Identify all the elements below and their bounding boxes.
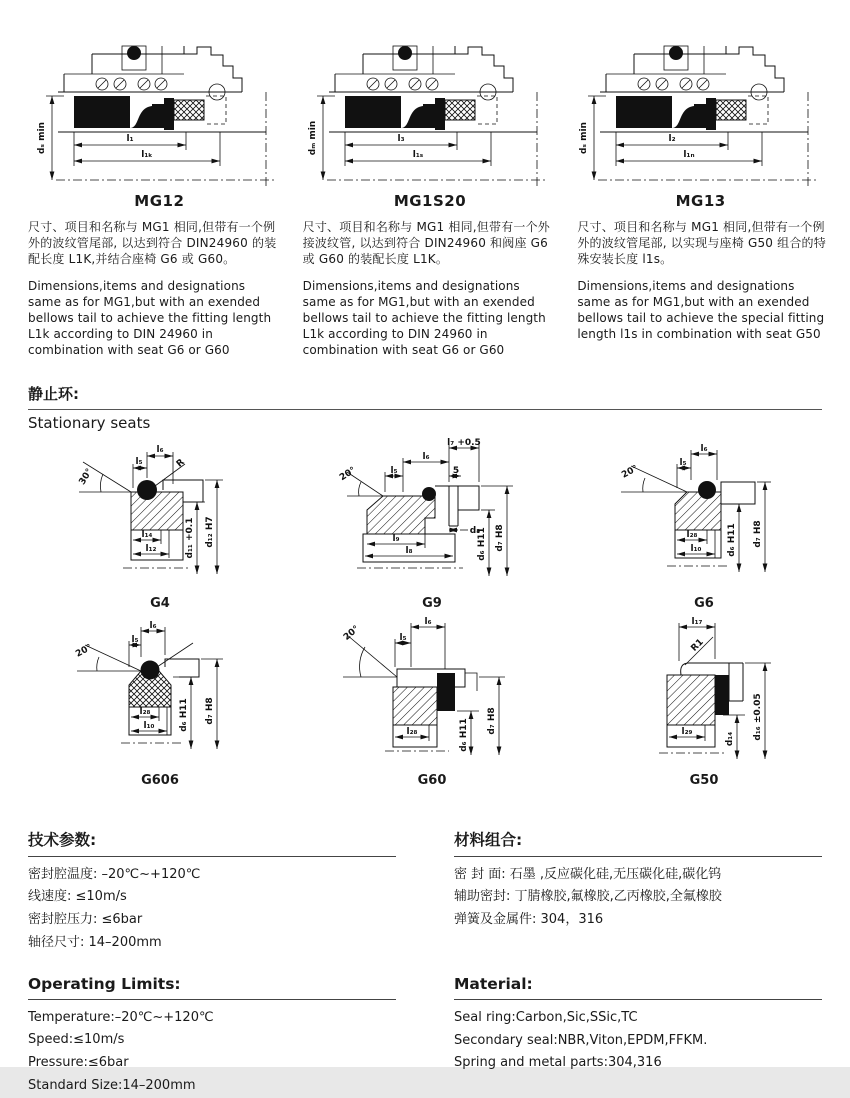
dim-label: l₅ <box>135 456 143 467</box>
dim-label: d₁₆ ±0.05 <box>753 693 763 741</box>
angle-label: 20° <box>338 465 358 483</box>
g9-drawing <box>337 436 527 596</box>
figure-label: MG13 <box>675 192 726 210</box>
seat-body-hatched <box>131 492 183 530</box>
tech-param-row: 轴径尺寸: 14–200mm <box>28 934 162 950</box>
o-ring-icon <box>141 660 160 679</box>
tech-param-row: 密封腔温度: –20℃~+120℃ <box>28 866 201 882</box>
tech-param-row: 密封腔压力: ≤6bar <box>28 912 143 928</box>
dim-label: l₁₂ <box>145 543 157 554</box>
dim-label: d₈ <box>469 525 481 536</box>
dim-label: l₇ +0.5 <box>447 437 481 448</box>
tech-params-block <box>28 828 396 955</box>
figure-mg13 <box>565 40 836 210</box>
seat-ring-hatched <box>716 100 746 120</box>
seat-g6 <box>568 436 840 611</box>
desc-en: Dimensions,items and designations same as for MG1,but with an exended bellows tail to achieve the special fitting length l1s in combination with seat G50 <box>577 279 825 341</box>
set-screw-icon <box>669 46 683 60</box>
material-row: Spring and metal parts:304,316 <box>454 1055 662 1071</box>
section-title-en: Stationary seats <box>28 413 151 432</box>
dim-label: l₂ <box>668 134 676 144</box>
section-title-zh: 静止环: <box>28 384 79 403</box>
dim-label: l₆ <box>424 616 432 627</box>
spec-section <box>0 788 850 1098</box>
dim-label: dₛ min <box>37 122 48 154</box>
dim-label: l₁₀ <box>143 720 155 731</box>
dim-label: l₁ₛ <box>412 150 424 160</box>
desc-zh: 尺寸、项目和名称与 MG1 相同,但带有一个外接波纹管, 以达到符合 DIN24960 和阀座 G6 或 G60 的装配长度 L1K。 <box>302 220 550 266</box>
figure-label: MG12 <box>134 192 185 210</box>
dim-label: l₁₄ <box>141 529 153 540</box>
descriptions-row <box>0 210 850 359</box>
material-zh-rows <box>454 864 822 932</box>
mg1s20-drawing <box>305 40 555 190</box>
bellows-seal-body <box>345 78 497 130</box>
material-zh-block <box>454 828 822 932</box>
dim-label: l₅ <box>399 632 407 643</box>
mg12-drawing <box>34 40 284 190</box>
dim-label: l₅ <box>131 634 139 645</box>
operating-limits-rows <box>28 1007 396 1098</box>
divider <box>28 999 396 1000</box>
dim-label: l₂₈ <box>139 706 151 717</box>
material-row: Secondary seal:NBR,Viton,EPDM,FFKM. <box>454 1032 708 1048</box>
spring-icons <box>638 78 709 90</box>
dim-label: l₆ <box>700 443 708 454</box>
limit-row: Pressure:≤6bar <box>28 1055 129 1071</box>
angle-label: 20° <box>341 623 362 643</box>
dim-label: R <box>174 457 187 470</box>
dim-label: d₆ H11 <box>459 717 469 752</box>
spring-icons <box>96 78 167 90</box>
dim-label: d₆ H11 <box>477 526 487 561</box>
seat-body-hatched <box>367 496 435 534</box>
o-ring-block <box>437 673 455 711</box>
material-row: Seal ring:Carbon,Sic,SSic,TC <box>454 1009 638 1025</box>
figure-mg1s20 <box>295 40 566 210</box>
seat-body-hatched <box>675 492 721 530</box>
stationary-seats-header <box>28 383 822 432</box>
seal-figures-row <box>0 0 850 210</box>
o-ring-icon <box>698 481 716 499</box>
seat-label: G4 <box>150 595 170 611</box>
dim-label: R1 <box>689 637 706 654</box>
seats-grid <box>0 432 850 788</box>
seat-g9 <box>296 436 568 611</box>
seat-label: G60 <box>417 772 447 788</box>
dim-label: 5 <box>452 465 460 476</box>
figure-label: MG1S20 <box>393 192 467 210</box>
limit-row: Standard Size:14–200mm <box>28 1077 196 1093</box>
figure-mg12 <box>24 40 295 210</box>
seat-body-hatched <box>667 675 715 725</box>
dim-label: d₇ H8 <box>495 523 505 552</box>
dim-label: d₆ H11 <box>179 697 189 732</box>
divider <box>28 409 822 410</box>
set-screw-icon <box>127 46 141 60</box>
dim-label: l₁₇ <box>691 616 703 627</box>
dim-label: l₃ <box>397 134 405 144</box>
seat-ring-hatched <box>445 100 475 120</box>
operating-limits-block <box>28 975 396 1098</box>
dim-label: d₁₄ <box>725 731 735 746</box>
tech-params-title: 技术参数: <box>28 830 97 849</box>
divider <box>454 856 822 857</box>
dim-label: l₈ <box>405 545 413 556</box>
angle-label: 30° <box>77 466 96 487</box>
material-en-rows <box>454 1007 822 1075</box>
g60-drawing <box>337 613 527 773</box>
dim-label: d₆ H11 <box>727 522 737 557</box>
seat-g60 <box>296 613 568 788</box>
dim-label: d₁₁ +0.1 <box>185 517 195 559</box>
bellows-seal-body <box>616 78 768 130</box>
limit-row: Temperature:–20℃~+120℃ <box>28 1009 214 1025</box>
material-row: 密 封 面: 石墨 ,反应碳化硅,无压碳化硅,碳化钨 <box>454 866 722 882</box>
angle-label: 20° <box>620 463 640 481</box>
dim-label: l₆ <box>149 620 157 631</box>
dim-label: l₁ₙ <box>683 150 695 160</box>
set-screw-icon <box>398 46 412 60</box>
desc-mg12 <box>28 220 279 359</box>
g6-drawing <box>609 436 799 596</box>
seat-label: G50 <box>689 772 719 788</box>
g50-drawing <box>609 613 799 773</box>
tech-params-rows <box>28 864 396 955</box>
seat-g4 <box>24 436 296 611</box>
seat-body-hatched <box>393 687 437 725</box>
spring-icons <box>367 78 438 90</box>
spec-left-column <box>28 828 396 1098</box>
o-ring-icon <box>422 487 436 501</box>
operating-limits-title: Operating Limits: <box>28 974 181 993</box>
material-en-block <box>454 975 822 1075</box>
seat-label: G6 <box>694 595 714 611</box>
dim-label: d₇ H8 <box>753 519 763 548</box>
o-ring-block <box>715 675 729 715</box>
desc-mg13 <box>577 220 828 359</box>
dim-label: l₁ <box>126 134 134 144</box>
dim-label: l₂₉ <box>681 726 693 737</box>
g606-drawing <box>65 613 255 773</box>
dim-label: d₇ H8 <box>205 696 215 725</box>
mg13-drawing <box>576 40 826 190</box>
dim-label: l₆ <box>156 444 164 455</box>
o-ring-icon <box>137 480 157 500</box>
material-zh-title: 材料组合: <box>454 830 523 849</box>
divider <box>28 856 396 857</box>
dim-label: l₅ <box>390 465 398 476</box>
spec-right-column <box>454 828 822 1098</box>
desc-en: Dimensions,items and designations same as for MG1,but with an exended bellows tail to achieve the fitting length L1k according to DIN 24960 in combination with seat G6 or G60 <box>28 279 272 357</box>
dim-label: l₂₈ <box>686 529 698 540</box>
seat-ring-hatched <box>174 100 204 120</box>
dim-label: l₂₈ <box>406 726 418 737</box>
seat-g50 <box>568 613 840 788</box>
material-row: 辅助密封: 丁腈橡胶,氟橡胶,乙丙橡胶,全氟橡胶 <box>454 889 722 905</box>
bellows-seal-body <box>74 78 226 130</box>
dim-label: l₉ <box>392 533 400 544</box>
seat-label: G9 <box>422 595 442 611</box>
material-en-title: Material: <box>454 974 533 993</box>
dim-label: l₆ <box>422 451 430 462</box>
seat-label: G606 <box>141 772 179 788</box>
dim-label: l₁₀ <box>690 543 702 554</box>
desc-zh: 尺寸、项目和名称与 MG1 相同,但带有一个例外的波纹管尾部, 以实现与座椅 G50 组合的特殊安装长度 l1s。 <box>577 220 826 266</box>
desc-zh: 尺寸、项目和名称与 MG1 相同,但带有一个例外的波纹管尾部, 以达到符合 DIN24960 的装配长度 L1K,并结合座椅 G6 或 G60。 <box>28 220 277 266</box>
limit-row: Speed:≤10m/s <box>28 1032 125 1048</box>
divider <box>454 999 822 1000</box>
dim-label: d₇ H8 <box>487 706 497 735</box>
tech-param-row: 线速度: ≤10m/s <box>28 889 127 905</box>
dim-label: dₘ min <box>307 120 318 156</box>
seat-g606 <box>24 613 296 788</box>
dim-label: d₁₂ H7 <box>205 515 215 548</box>
dim-label: l₅ <box>679 457 687 468</box>
material-row: 弹簧及金属件: 304，316 <box>454 912 604 928</box>
dim-label: l₁ₖ <box>141 150 154 160</box>
dim-label: dₛ min <box>578 122 589 154</box>
g4-drawing <box>65 436 255 596</box>
desc-mg1s20 <box>303 220 554 359</box>
desc-en: Dimensions,items and designations same as for MG1,but with an exended bellows tail to achieve the fitting length L1k according to DIN 24960 in combination with seat G6 or G60 <box>302 279 546 357</box>
angle-label: 20° <box>74 642 94 660</box>
